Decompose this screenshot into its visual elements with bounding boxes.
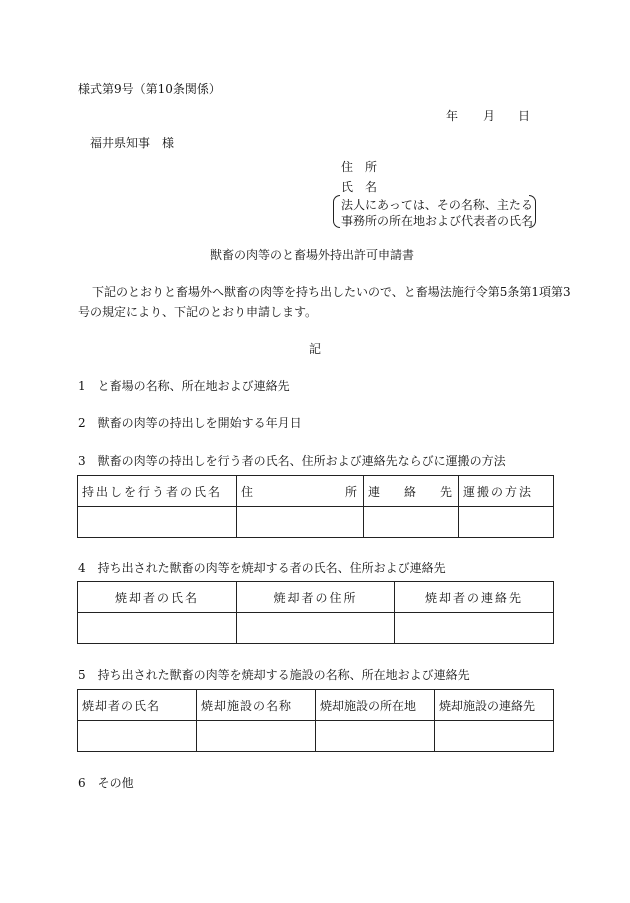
table4-header-address: 焼却者の住所 (237, 582, 395, 613)
table-carrier (77, 475, 554, 538)
item-1: 1 と畜場の名称、所在地および連絡先 (78, 379, 290, 393)
table5-header-facility-contact: 焼却施設の連絡先 (435, 690, 554, 721)
table5-header-facility-name: 焼却施設の名称 (197, 690, 316, 721)
form-number: 様式第9号（第10条関係） (78, 82, 221, 96)
table3-cell-contact[interactable] (364, 507, 459, 538)
table4-header-contact: 焼却者の連絡先 (395, 582, 554, 613)
table5-cell-name[interactable] (78, 721, 197, 752)
table3-header-name: 持出しを行う者の氏名 (78, 476, 237, 507)
table-facility (77, 689, 554, 752)
item-6: 6 その他 (78, 776, 134, 790)
table4-cell-contact[interactable] (395, 613, 554, 644)
table5-cell-facility-name[interactable] (197, 721, 316, 752)
document-title: 獣畜の肉等のと畜場外持出許可申請書 (210, 248, 415, 262)
item-2: 2 獣畜の肉等の持出しを開始する年月日 (78, 416, 302, 430)
item-5: 5 持ち出された獣畜の肉等を焼却する施設の名称、所在地および連絡先 (78, 668, 470, 682)
date-month-label: 月 (483, 109, 496, 123)
left-bracket (333, 195, 340, 228)
applicant-address-label: 住 所 (341, 160, 378, 174)
ki-heading: 記 (309, 342, 322, 356)
body-text-line2: 号の規定により、下記のとおり申請します。 (78, 305, 318, 319)
table-incinerator (77, 581, 554, 644)
table4-cell-address[interactable] (237, 613, 395, 644)
table3-cell-transport[interactable] (459, 507, 554, 538)
table5-header-facility-location: 焼却施設の所在地 (316, 690, 435, 721)
table4-cell-name[interactable] (78, 613, 237, 644)
applicant-note-line2: 事務所の所在地および代表者の氏名 (341, 214, 534, 228)
applicant-name-label: 氏 名 (341, 180, 378, 194)
table5-header-name: 焼却者の氏名 (78, 690, 197, 721)
table5-cell-facility-contact[interactable] (435, 721, 554, 752)
item-4: 4 持ち出された獣畜の肉等を焼却する者の氏名、住所および連絡先 (78, 561, 446, 575)
date-year-label: 年 (446, 109, 459, 123)
table5-cell-facility-location[interactable] (316, 721, 435, 752)
applicant-note-line1: 法人にあっては、その名称、主たる (341, 198, 533, 212)
table3-cell-name[interactable] (78, 507, 237, 538)
table3-cell-address[interactable] (237, 507, 364, 538)
table3-header-address: 住 所 (237, 476, 364, 507)
table4-header-name: 焼却者の氏名 (78, 582, 237, 613)
date-day-label: 日 (518, 109, 531, 123)
body-text-line1: 下記のとおりと畜場外へ獣畜の肉等を持ち出したいので、と畜場法施行令第5条第1項第3 (92, 285, 571, 299)
table3-header-contact: 連 絡 先 (364, 476, 459, 507)
addressee: 福井県知事 様 (90, 136, 175, 150)
item-3: 3 獣畜の肉等の持出しを行う者の氏名、住所および連絡先ならびに運搬の方法 (78, 454, 506, 468)
table3-header-transport: 運搬の方法 (459, 476, 554, 507)
